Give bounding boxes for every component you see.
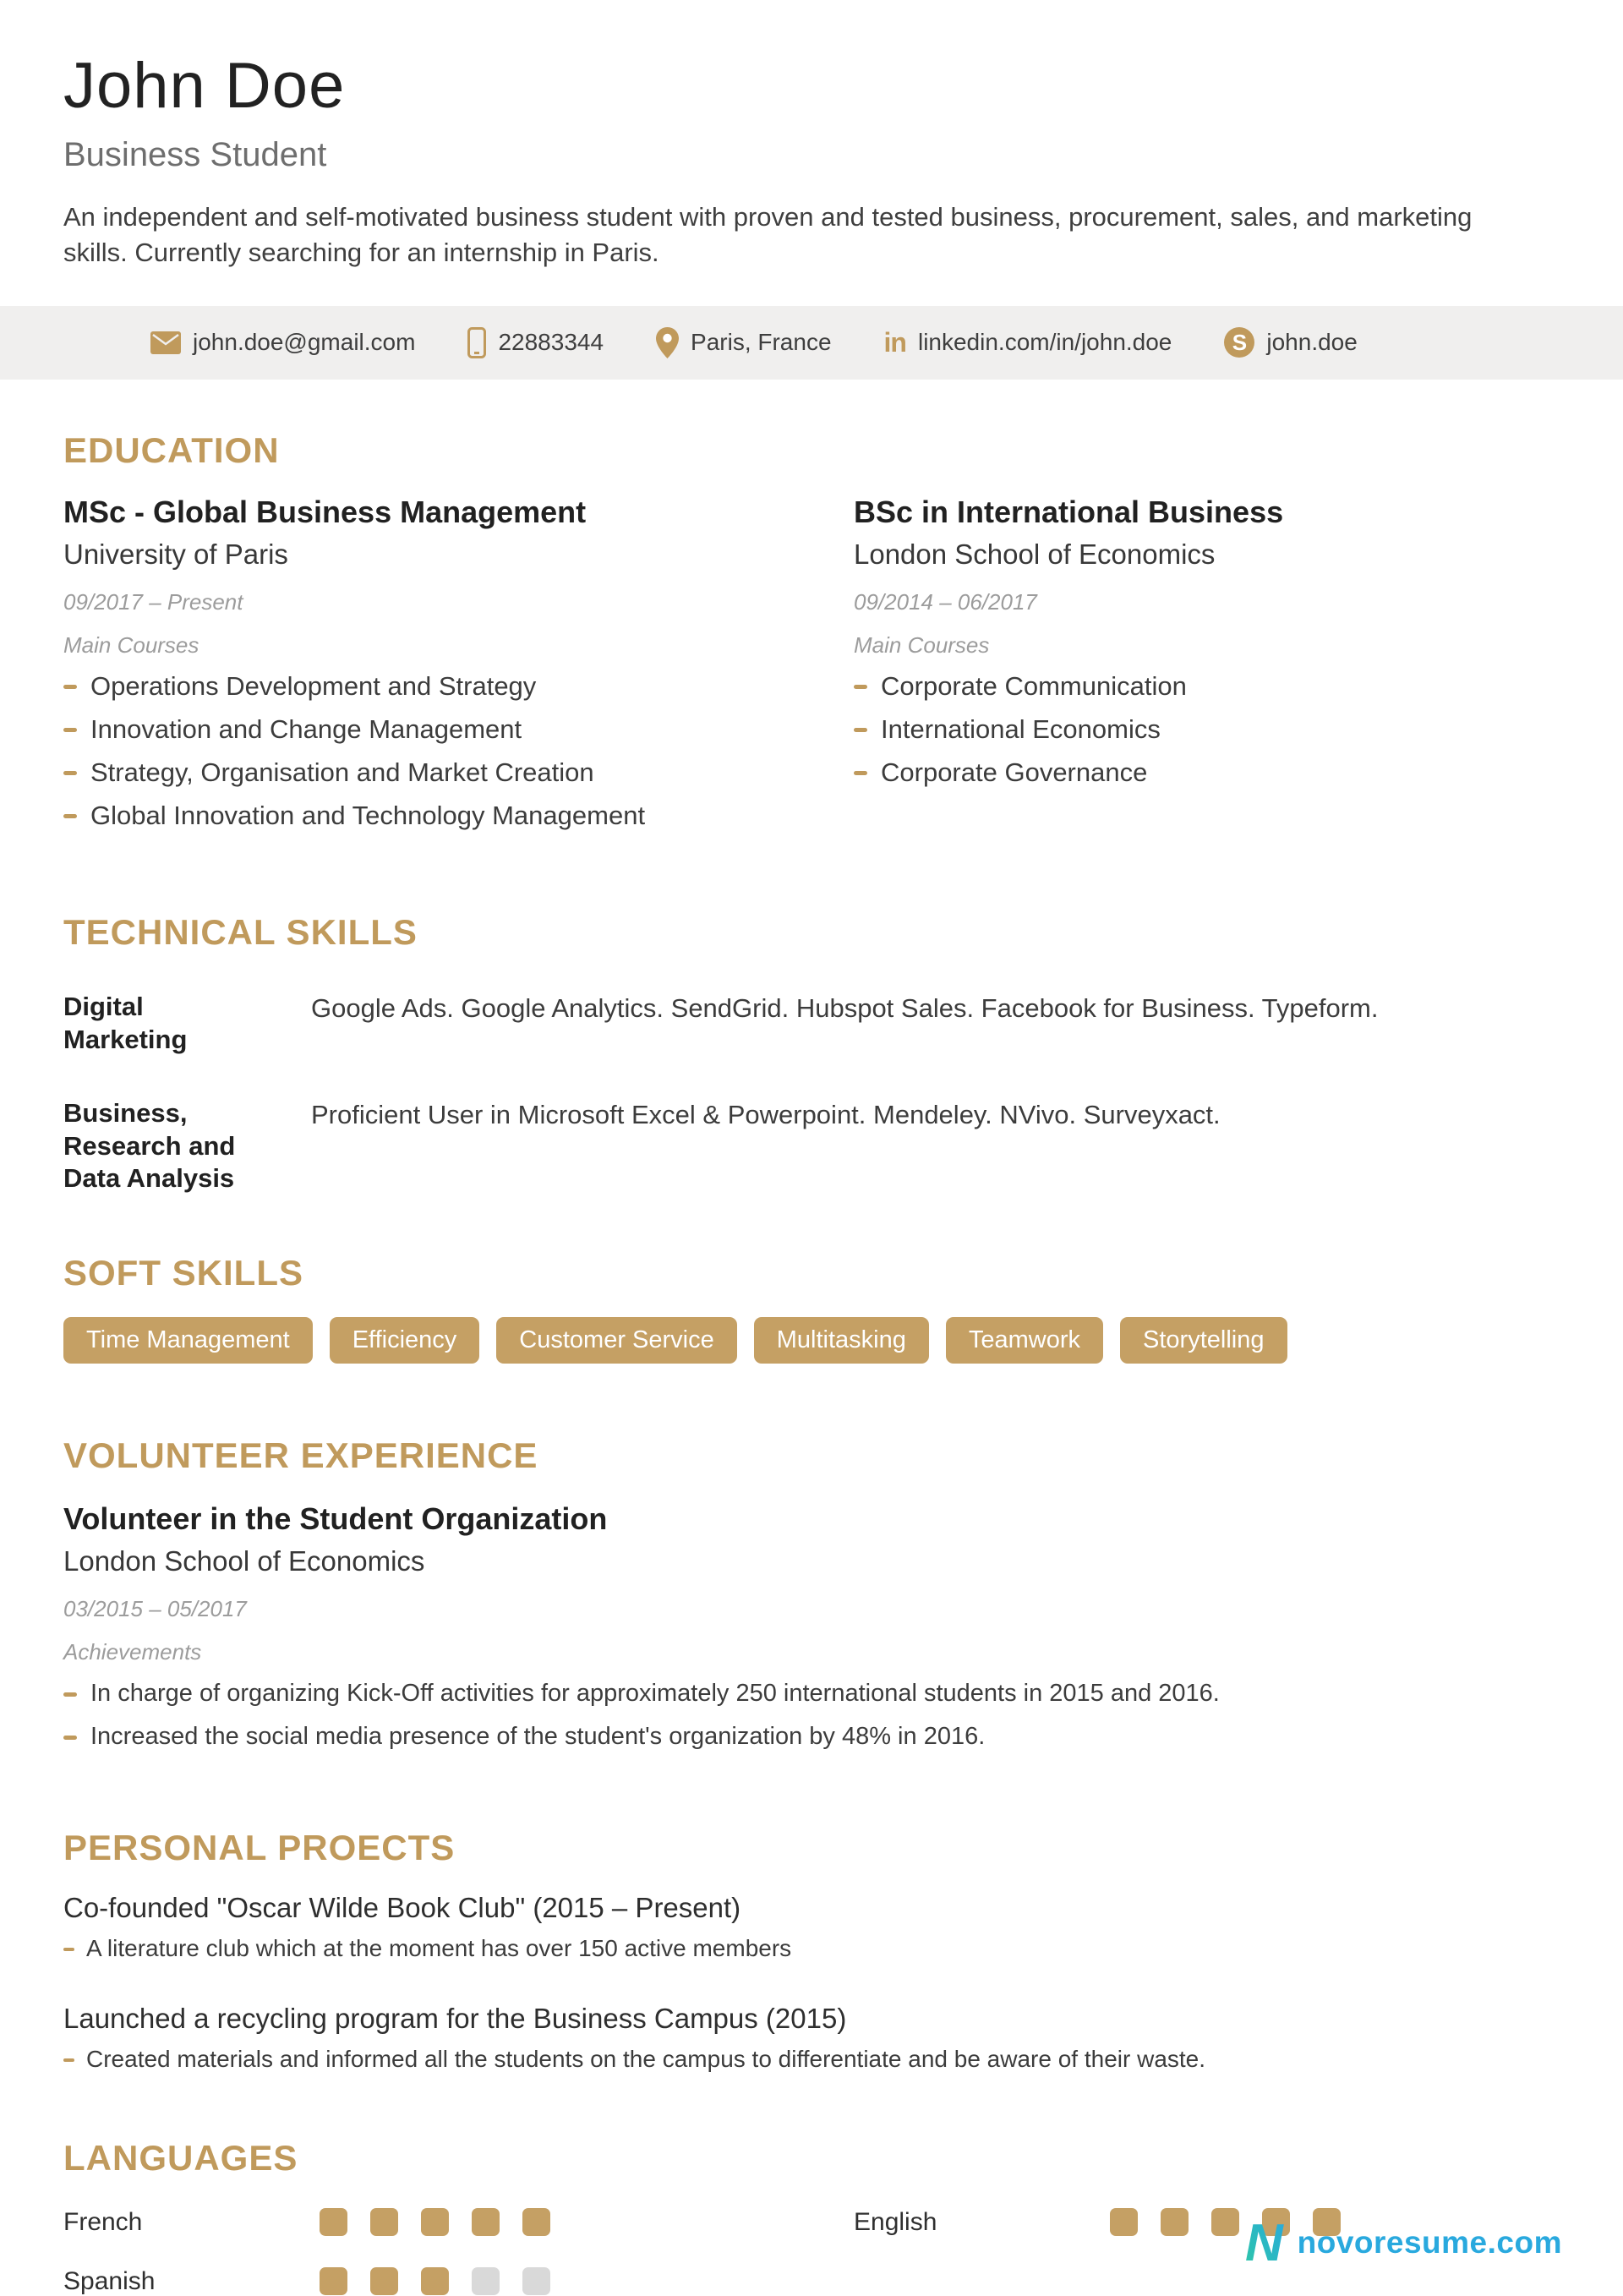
achievements-list: [63, 1679, 1560, 1752]
language-level-square: [472, 2267, 500, 2295]
language-level-square: [522, 2267, 550, 2295]
section-volunteer: [0, 1435, 1623, 1752]
volunteer-organization: London School of Economics: [63, 1545, 425, 1577]
contact-phone-text: 22883344: [498, 329, 604, 356]
course-item: [63, 800, 854, 831]
achievement-item: [63, 1679, 1560, 1708]
language-level-square: [320, 2208, 347, 2236]
project-title: Launched a recycling program for the Business Campus (2015): [63, 2003, 847, 2035]
technical-skills-rows: [63, 991, 1560, 1195]
section-education: [0, 430, 1623, 844]
course-text: Global Innovation and Technology Management: [90, 801, 646, 831]
soft-skill-tag: Time Management: [63, 1317, 313, 1364]
section-soft-skills: [0, 1253, 1623, 1364]
project-item: [63, 2003, 1560, 2074]
language-level-square: [421, 2208, 449, 2236]
skype-icon: S: [1224, 327, 1254, 358]
soft-skill-tag: Multitasking: [754, 1317, 929, 1364]
languages-heading: LANGUAGES: [63, 2137, 298, 2178]
language-level-square: [370, 2267, 398, 2295]
person-job-title: Business Student: [63, 136, 327, 173]
contact-email[interactable]: [150, 329, 415, 356]
technical-skill-row: [63, 991, 1560, 1057]
bullet-dash-icon: [854, 728, 867, 732]
summary-text: An independent and self-motivated business student with proven and tested business, procurement, sales, and marketing skills. Currently searching for an internship in Paris.: [63, 202, 1473, 267]
courses-label: Main Courses: [63, 631, 199, 658]
education-entries: [63, 495, 1560, 844]
achievement-text: Increased the social media presence of the student's organization by 48% in 2016.: [90, 1722, 986, 1750]
soft-skills-heading: SOFT SKILLS: [63, 1253, 303, 1293]
volunteer-heading: VOLUNTEER EXPERIENCE: [63, 1435, 538, 1476]
entry-dates: 09/2014 – 06/2017: [854, 588, 1037, 615]
contact-linkedin-text: linkedin.com/in/john.doe: [917, 329, 1172, 356]
course-text: Innovation and Change Management: [90, 713, 522, 744]
language-name: English: [854, 2207, 937, 2236]
contact-email-text: john.doe@gmail.com: [193, 329, 416, 356]
achievements-label: Achievements: [63, 1639, 202, 1665]
language-row-spanish: [63, 2265, 854, 2296]
svg-text:N: N: [1244, 2215, 1283, 2271]
contact-location-text: Paris, France: [691, 329, 832, 356]
language-level-square: [1161, 2208, 1189, 2236]
novoresume-brand-link[interactable]: [1245, 2215, 1562, 2271]
section-projects: [0, 1828, 1623, 2074]
projects-heading: PERSONAL PROECTS: [63, 1827, 456, 1867]
contact-linkedin[interactable]: [884, 327, 1172, 358]
project-bullet-item: [63, 2045, 1560, 2074]
courses-label: Main Courses: [854, 631, 990, 658]
technical-skills-heading: TECHNICAL SKILLS: [63, 912, 418, 953]
location-pin-icon: [656, 327, 679, 358]
contact-phone: [467, 327, 604, 358]
contact-bar: [0, 306, 1623, 380]
contact-skype-text: john.doe: [1266, 329, 1358, 356]
bullet-dash-icon: [63, 1948, 74, 1951]
soft-skill-tag: Customer Service: [496, 1317, 736, 1364]
bullet-dash-icon: [854, 771, 867, 775]
course-item: [854, 713, 1560, 745]
bullet-dash-icon: [63, 728, 77, 732]
project-bullet-item: [63, 1934, 1560, 1963]
course-text: Corporate Communication: [881, 670, 1187, 701]
soft-skill-tags: [63, 1317, 1560, 1364]
project-bullets: [63, 1934, 1560, 1963]
course-text: International Economics: [881, 713, 1161, 744]
person-name: John Doe: [63, 50, 346, 122]
soft-skill-tag: Teamwork: [946, 1317, 1103, 1364]
bullet-dash-icon: [63, 771, 77, 775]
language-level-square: [320, 2267, 347, 2295]
achievement-item: [63, 1722, 1560, 1752]
entry-dates: 09/2017 – Present: [63, 588, 243, 615]
project-bullets: [63, 2045, 1560, 2074]
bullet-dash-icon: [63, 1736, 77, 1740]
language-level-square: [1110, 2208, 1138, 2236]
course-text: Corporate Governance: [881, 757, 1148, 788]
section-technical-skills: [0, 912, 1623, 1195]
language-level-square: [370, 2208, 398, 2236]
soft-skill-tag: Efficiency: [330, 1317, 480, 1364]
novoresume-logo-icon: [1245, 2215, 1292, 2271]
project-bullet-text: A literature club which at the moment has over 150 active members: [86, 1934, 792, 1961]
linkedin-icon: in: [883, 326, 906, 358]
skill-value: Proficient User in Microsoft Excel & Powerpoint. Mendeley. NVivo. Surveyxact.: [311, 1099, 1221, 1129]
language-level-square: [522, 2208, 550, 2236]
courses-list: [854, 670, 1560, 789]
degree-title: BSc in International Business: [854, 494, 1284, 529]
technical-skill-row: [63, 1097, 1560, 1195]
school-name: London School of Economics: [854, 538, 1216, 570]
language-level-squares: [320, 2267, 550, 2295]
email-icon: [150, 331, 181, 354]
volunteer-dates: 03/2015 – 05/2017: [63, 1596, 247, 1622]
language-level-square: [421, 2267, 449, 2295]
language-name: French: [63, 2207, 143, 2236]
project-bullet-text: Created materials and informed all the students on the campus to differentiate and be aware of their waste.: [86, 2046, 1206, 2073]
education-entry-msc: [63, 495, 854, 844]
education-heading: EDUCATION: [63, 429, 280, 470]
bullet-dash-icon: [63, 685, 77, 689]
volunteer-title: Volunteer in the Student Organization: [63, 1501, 608, 1537]
language-row-french: [63, 2206, 854, 2239]
resume-header: [0, 0, 1623, 271]
school-name: University of Paris: [63, 538, 288, 570]
course-item: [63, 670, 854, 702]
skill-category: Business, Research and Data Analysis: [63, 1097, 236, 1194]
language-name: Spanish: [63, 2266, 156, 2295]
project-item: [63, 1892, 1560, 1963]
course-text: Strategy, Organisation and Market Creation: [90, 757, 594, 788]
bullet-dash-icon: [63, 1692, 77, 1697]
language-level-square: [472, 2208, 500, 2236]
course-item: [63, 713, 854, 745]
language-level-squares: [320, 2208, 550, 2236]
soft-skill-tag: Storytelling: [1120, 1317, 1287, 1364]
bullet-dash-icon: [63, 2058, 74, 2062]
phone-icon: [467, 327, 486, 358]
achievement-text: In charge of organizing Kick-Off activities for approximately 250 international students in 2015 and 2016.: [90, 1680, 1220, 1708]
course-item: [854, 757, 1560, 788]
contact-location: [656, 327, 832, 358]
course-text: Operations Development and Strategy: [90, 670, 537, 701]
bullet-dash-icon: [63, 814, 77, 818]
project-title: Co-founded "Oscar Wilde Book Club" (2015 – Present): [63, 1891, 741, 1923]
course-item: [63, 757, 854, 788]
degree-title: MSc - Global Business Management: [63, 494, 587, 529]
education-entry-bsc: [854, 495, 1560, 844]
bullet-dash-icon: [854, 685, 867, 689]
language-level-square: [1211, 2208, 1239, 2236]
contact-skype[interactable]: [1224, 327, 1357, 358]
novoresume-brand-text: novoresume.com: [1297, 2225, 1562, 2260]
skill-value: Google Ads. Google Analytics. SendGrid. Hubspot Sales. Facebook for Business. Typeform.: [311, 993, 1379, 1024]
course-item: [854, 670, 1560, 702]
courses-list: [63, 670, 854, 832]
skill-category: Digital Marketing: [63, 992, 188, 1055]
